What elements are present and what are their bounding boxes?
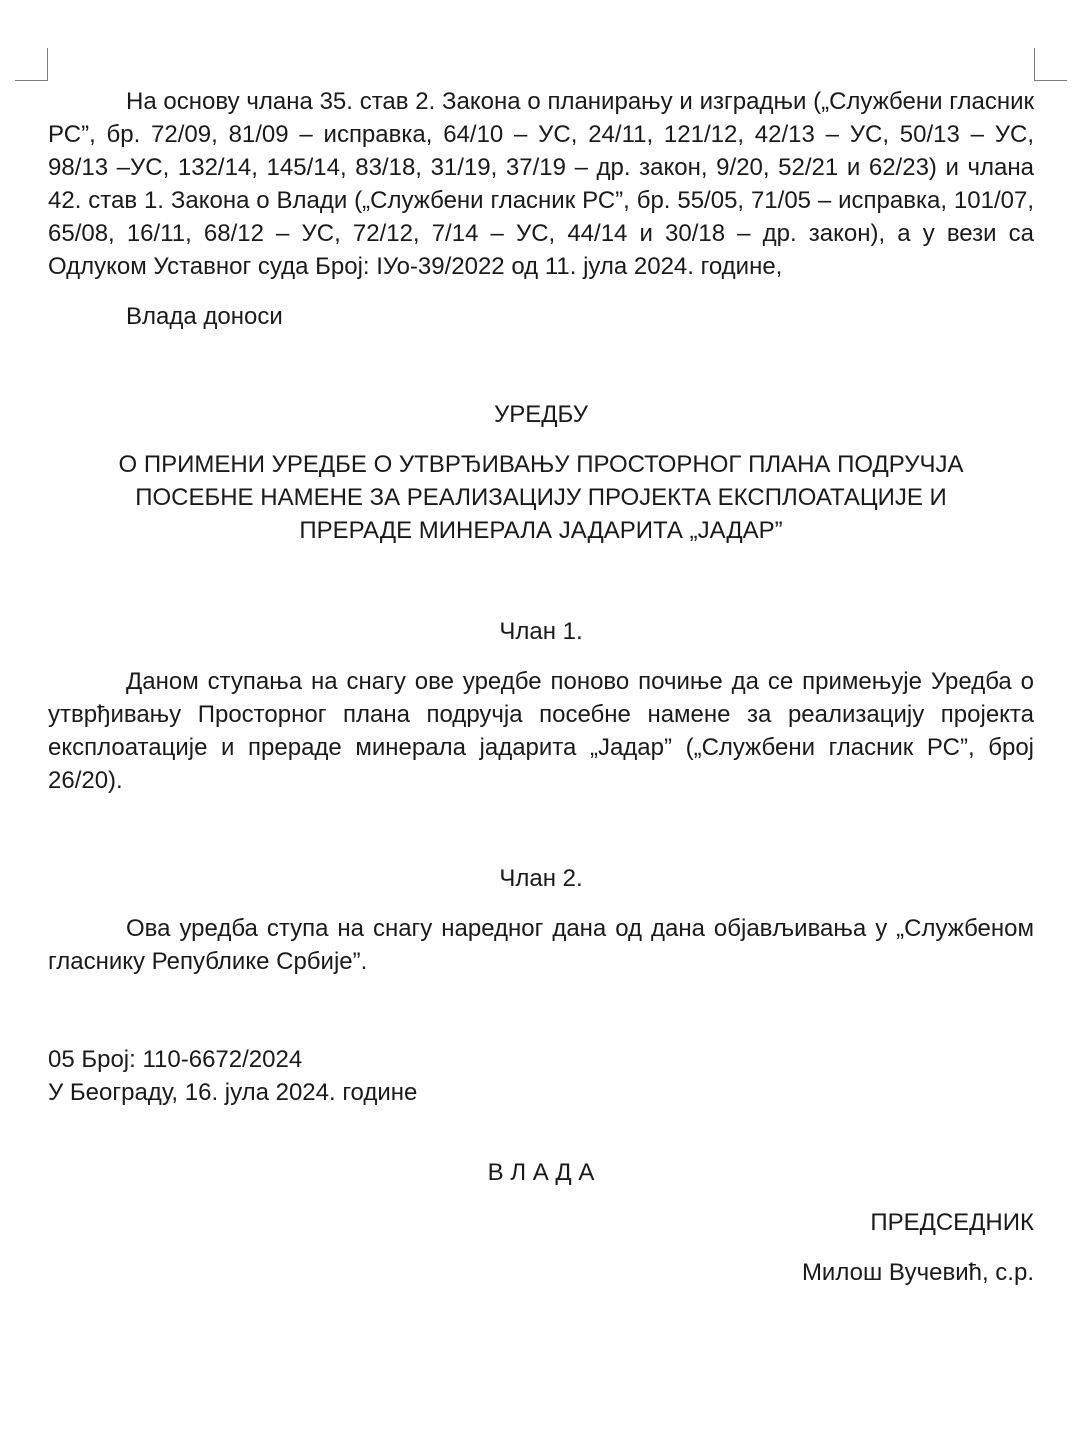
place-and-date: У Београду, 16. јула 2024. године [48, 1079, 418, 1106]
article-2-heading: Члан 2. [499, 865, 583, 892]
president-title: ПРЕДСЕДНИК [870, 1209, 1034, 1236]
document-title: О ПРИМЕНИ УРЕДБЕ О УТВРЂИВАЊУ ПРОСТОРНОГ ПЛАНА ПОДРУЧЈА ПОСЕБНЕ НАМЕНЕ ЗА РЕАЛИЗАЦИЈУ ПРОЈЕКТА ЕКСПЛОАТАЦИЈЕ И ПРЕРАДЕ МИНЕРАЛА ЈАДАРИТА „ЈАДАР” [118, 451, 964, 544]
document-type-heading: УРЕДБУ [494, 401, 588, 428]
preamble-paragraph: На основу члана 35. став 2. Закона о планирању и изградњи („Службени гласник РС”, бр. 72/09, 81/09 – исправка, 64/10 – УС, 24/11, 121/12, 42/13 – УС, 50/13 – УС, 98/13 –УС, 132/14, 145/14, 83/18, 31/19, 37/19 – др. закон, 9/20, 52/21 и 62/23) и члана 42. став 1. Закона о Влади („Службени гласник РС”, бр. 55/05, 71/05 – исправка, 101/07, 65/08, 16/11, 68/12 – УС, 72/12, 7/14 – УС, 44/14 и 30/18 – др. закон), а у вези са Одлуком Уставног суда Број: IУо-39/2022 од 11. јула 2024. године, [48, 88, 1034, 280]
article-1-text: Даном ступања на снагу ове уредбе поново почиње да се примењује Уредба о утврђивању Просторног плана подручја посебне намене за реализацију пројекта експлоатације и прераде минерала јадарита „Јадар” („Службени гласник РС”, број 26/20). [48, 668, 1034, 794]
adopts-line: Влада доноси [126, 303, 283, 330]
reference-number: 05 Број: 110-6672/2024 [48, 1046, 303, 1073]
crop-mark-top-right [1034, 48, 1067, 81]
article-2-text: Ова уредба ступа на снагу наредног дана од дана објављивања у „Службеном гласнику Републике Србије”. [48, 915, 1034, 975]
document-page [48, 85, 1034, 1289]
article-1-heading: Члан 1. [499, 618, 583, 645]
government-heading: В Л А Д А [487, 1159, 595, 1186]
signatory-name: Милош Вучевић, с.р. [801, 1259, 1034, 1286]
crop-mark-top-left [15, 48, 48, 81]
